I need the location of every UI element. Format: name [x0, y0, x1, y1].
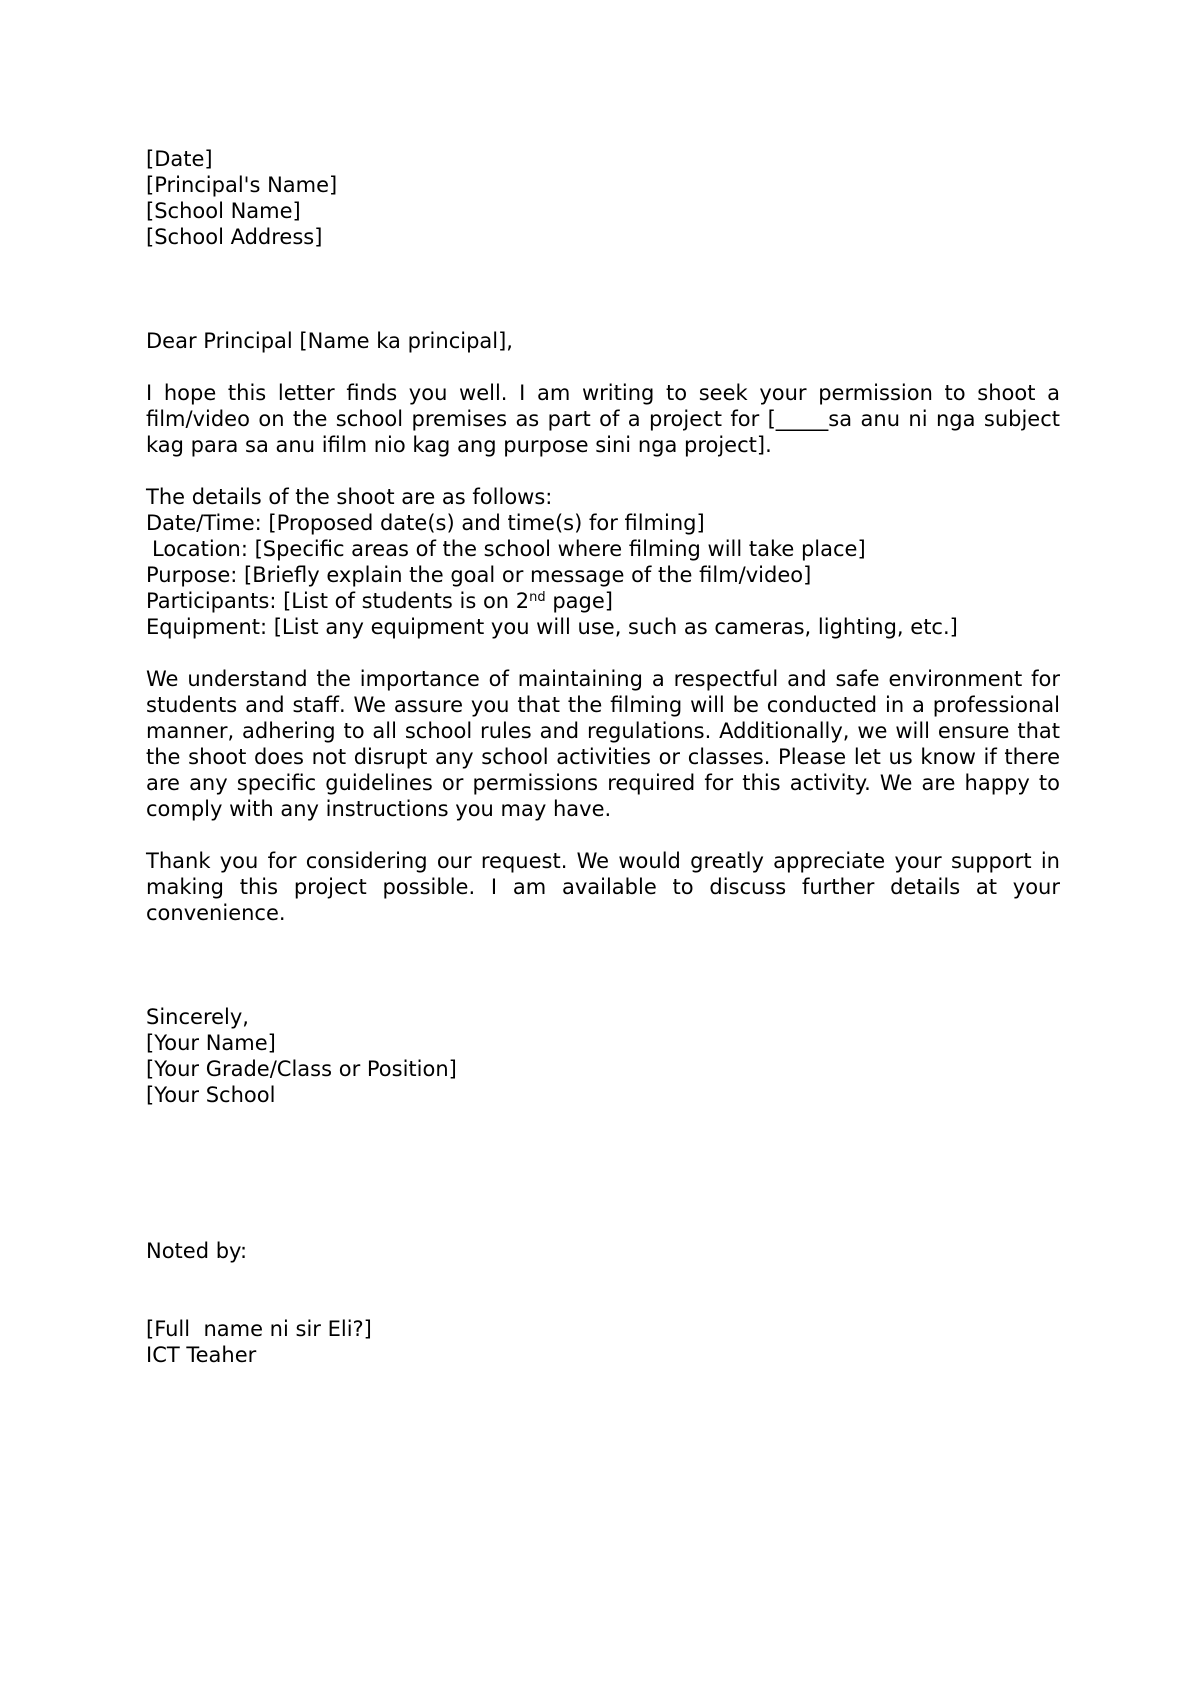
details-equipment: Equipment: [List any equipment you will use, such as cameras, lighting, etc.]: [146, 615, 958, 639]
noted-label: Noted by:: [146, 1239, 248, 1263]
noted-name: [Full name ni sir Eli?]: [146, 1317, 372, 1341]
salutation-block: [146, 328, 1060, 354]
closing-sign-off: Sincerely,: [146, 1005, 249, 1029]
header-school-name: [School Name]: [146, 199, 301, 223]
closing-your-name: [Your Name]: [146, 1031, 276, 1055]
noted-signatory-block: [146, 1316, 1060, 1368]
details-participants: [146, 588, 1060, 614]
details-date-time: Date/Time: [Proposed date(s) and time(s) for filming]: [146, 511, 705, 535]
letter-header: [146, 146, 1060, 250]
noted-title: ICT Teaher: [146, 1343, 257, 1367]
salutation: Dear Principal [Name ka principal],: [146, 329, 513, 353]
thanks-block: [146, 848, 1060, 926]
header-school-address: [School Address]: [146, 225, 323, 249]
details-purpose: Purpose: [Briefly explain the goal or message of the film/video]: [146, 563, 812, 587]
header-date: [Date]: [146, 147, 213, 171]
noted-label-block: [146, 1238, 1060, 1264]
assurance-paragraph: We understand the importance of maintaining a respectful and safe environment for students and staff. We assure you that the filming will be conducted in a professional manner, adhering to all school rules and regulations. Additionally, we will ensure that the shoot does not disrupt any school activities or classes. Please let us know if there are any specific guidelines or permissions required for this activity. We are happy to comply with any instructions you may have.: [146, 667, 1060, 821]
details-block: [146, 484, 1060, 640]
header-principal-name: [Principal's Name]: [146, 173, 338, 197]
details-intro: The details of the shoot are as follows:: [146, 485, 553, 509]
details-participants-prefix: Participants: [List of students is on 2: [146, 589, 530, 613]
assurance-block: [146, 666, 1060, 822]
closing-block: [146, 1004, 1060, 1108]
closing-your-school: [Your School: [146, 1083, 276, 1107]
details-participants-suffix: page]: [545, 589, 613, 613]
details-participants-ordinal: nd: [529, 590, 546, 605]
intro-paragraph: I hope this letter finds you well. I am writing to seek your permission to shoot a film/video on the school premises as part of a project for [_____sa anu ni nga subject kag para sa anu ifilm nio kag ang purpose sini nga project].: [146, 381, 1060, 457]
details-location: Location: [Specific areas of the school where filming will take place]: [152, 537, 866, 561]
thanks-paragraph: Thank you for considering our request. We would greatly appreciate your support in making this project possible. I am available to discuss further details at your convenience.: [146, 849, 1060, 925]
intro-block: [146, 380, 1060, 458]
closing-your-grade: [Your Grade/Class or Position]: [146, 1057, 457, 1081]
